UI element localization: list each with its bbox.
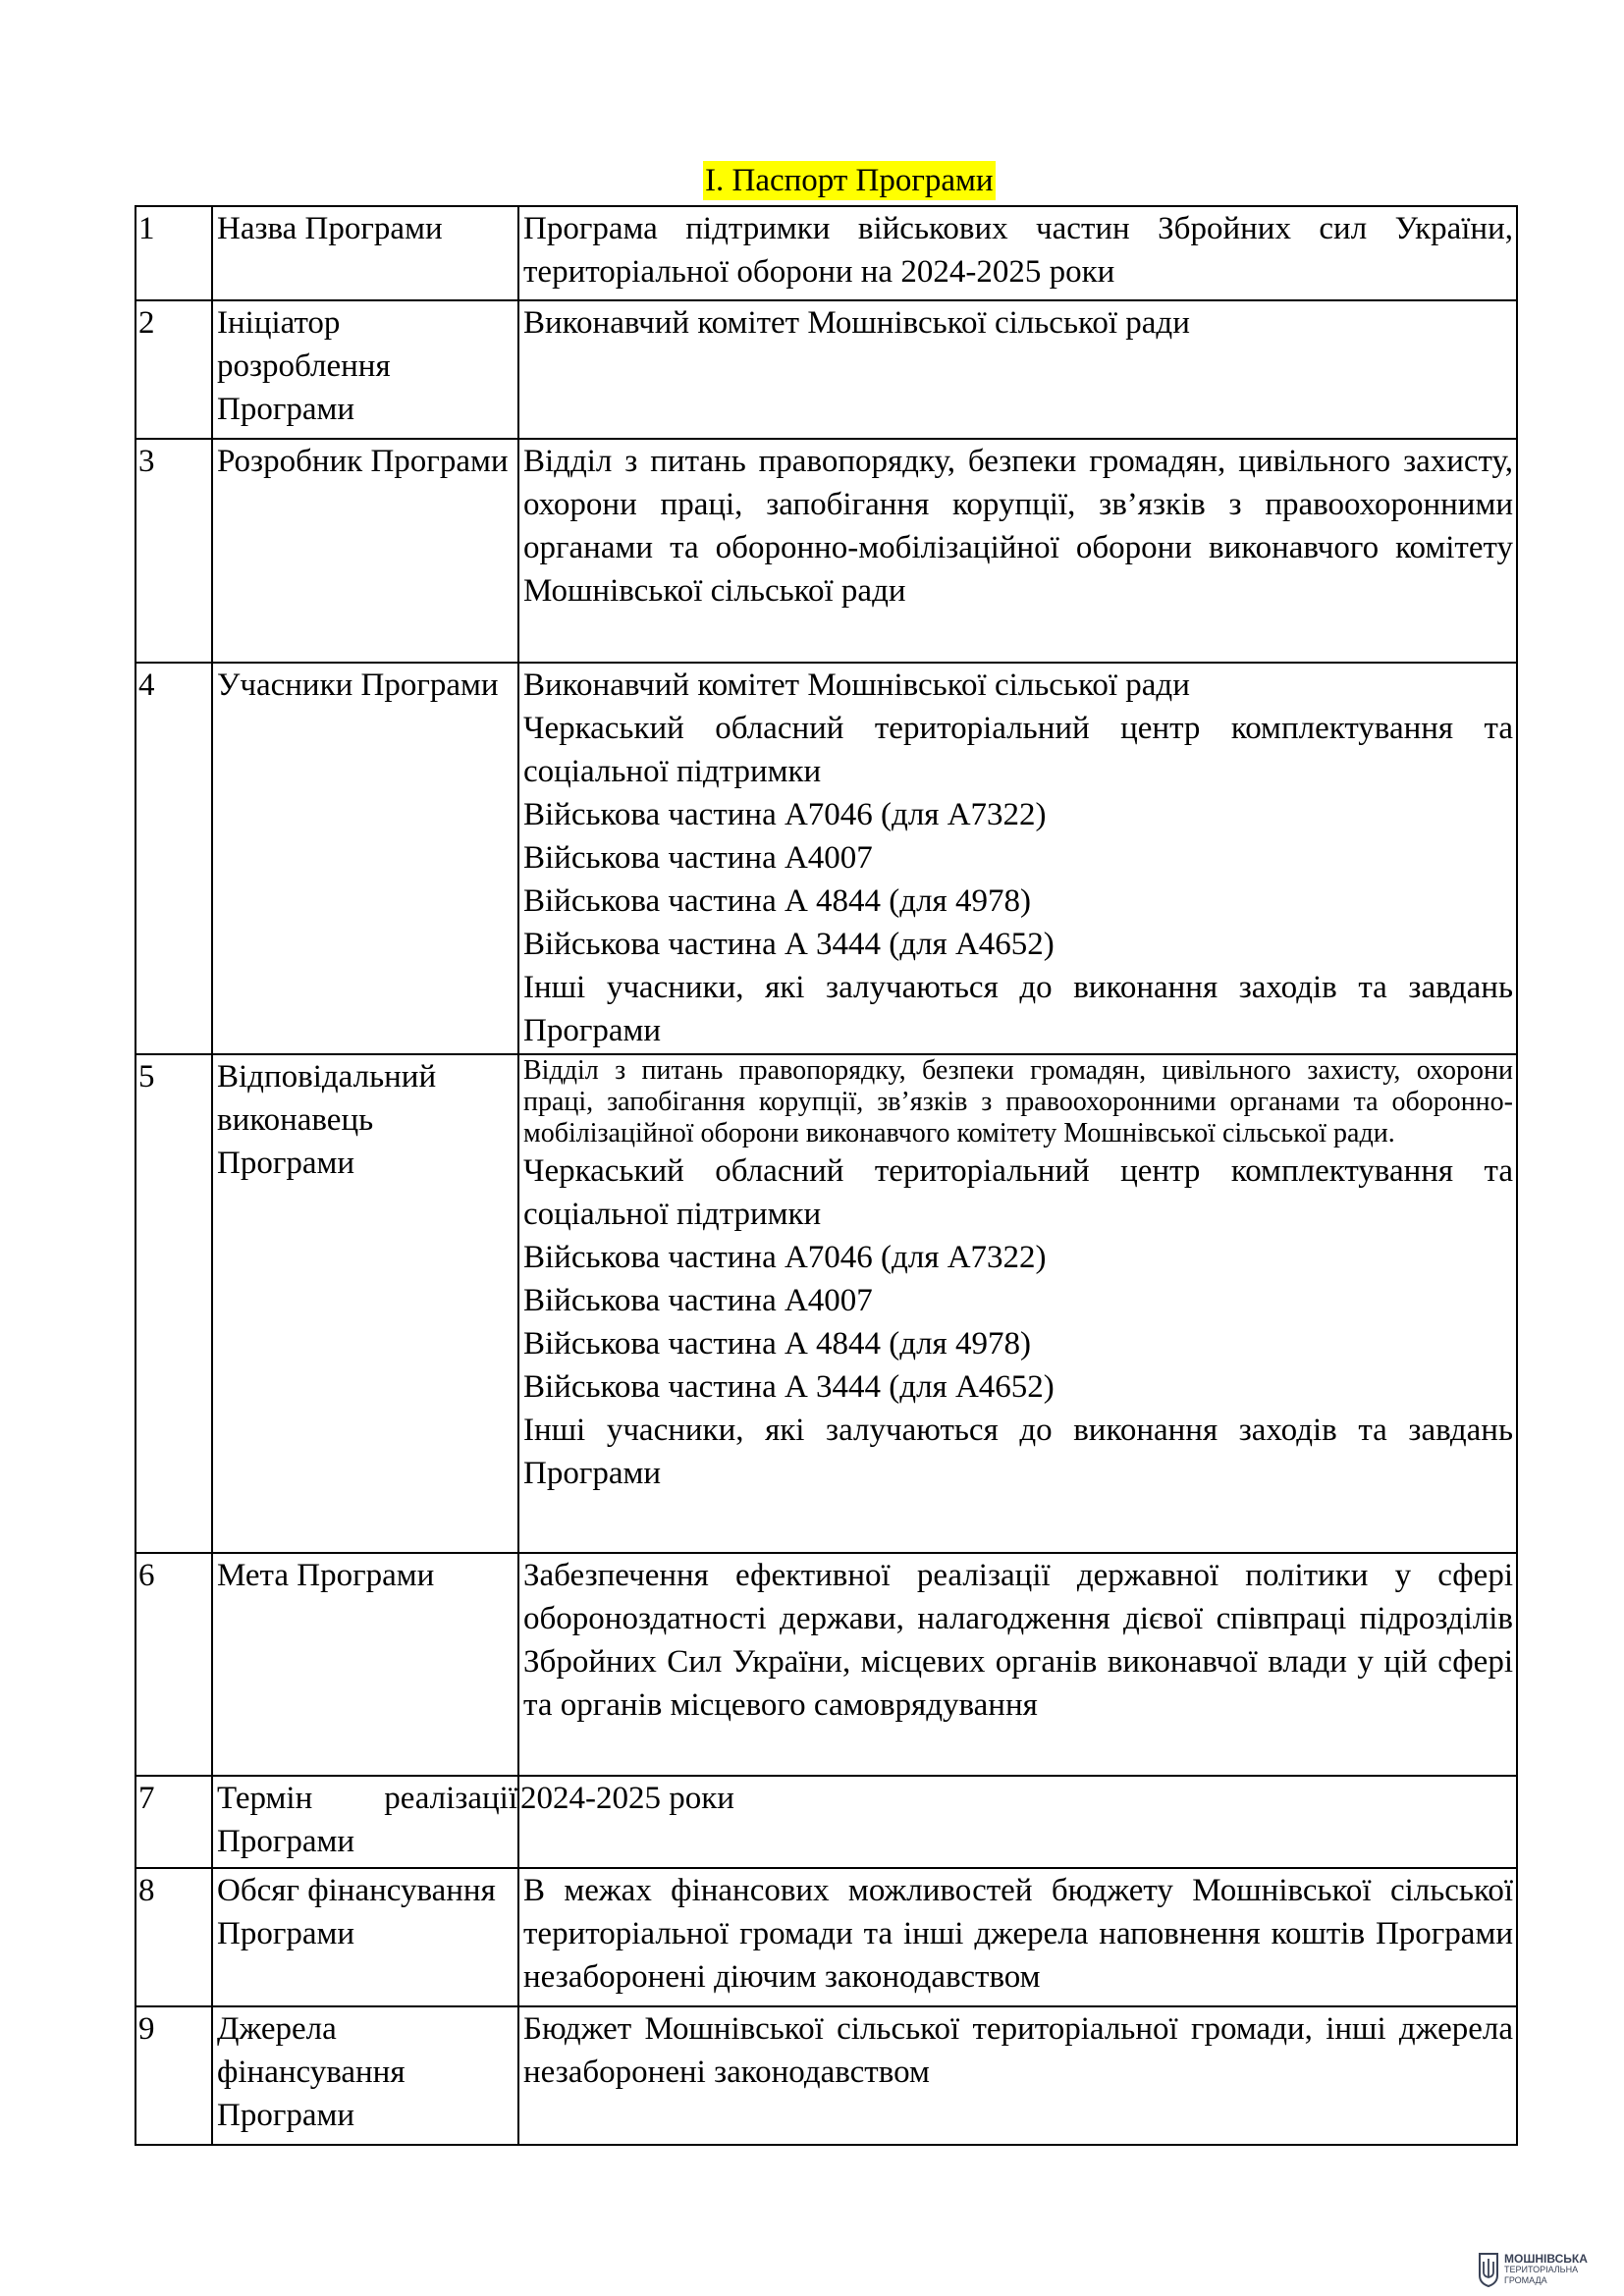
value-line: Виконавчий комітет Мошнівської сільської ради: [523, 667, 1190, 703]
table-row: [135, 439, 1517, 663]
row-number: 7: [135, 1776, 212, 1868]
row-label: Ініціатор розроблення Програми: [212, 300, 518, 439]
row-value: [518, 663, 1517, 1054]
community-logo: [1478, 2247, 1615, 2292]
row-number: 6: [135, 1553, 212, 1776]
row-value: Виконавчий комітет Мошнівської сільської ради: [518, 300, 1517, 439]
row-label-line: Термін реалізації: [217, 1781, 517, 1816]
passport-table: [135, 205, 1518, 2146]
table-row: [135, 1868, 1517, 2006]
logo-line: ТЕРИТОРІАЛЬНА: [1504, 2264, 1579, 2274]
row-label: Обсяг фінансування Програми: [212, 1868, 518, 2006]
value-line: Військова частина А 4844 (для 4978): [523, 1326, 1031, 1362]
value-line: Військова частина А7046 (для А7322): [523, 1240, 1047, 1275]
row-value: Відділ з питань правопорядку, безпеки громадян, цивільного захисту, охорони праці, запобігання корупції, зв’язків з правоохоронними органами та оборонно-мобілізаційної оборони виконавчого комітету Мошнівської сільської ради: [518, 439, 1517, 663]
row-value: 2024-2025 роки: [518, 1776, 1517, 1868]
table-row: [135, 2006, 1517, 2145]
table-row: [135, 300, 1517, 439]
row-label: Мета Програми: [212, 1553, 518, 1776]
table-row: [135, 1553, 1517, 1776]
row-label: Джерела фінансування Програми: [212, 2006, 518, 2145]
value-line: Військова частина А4007: [523, 1283, 873, 1318]
value-line: Військова частина А4007: [523, 840, 873, 876]
value-line: Військова частина А7046 (для А7322): [523, 797, 1047, 832]
page-title: I. Паспорт Програми: [705, 163, 994, 198]
value-line: Черкаський обласний територіальний центр комплектування та соціальної підтримки: [523, 1153, 1513, 1232]
logo-line: ГРОМАДА: [1504, 2274, 1547, 2285]
row-label-line: Програми: [217, 1824, 355, 1859]
row-label: Відповідальний виконавець Програми: [212, 1054, 518, 1553]
value-line: Відділ з питань правопорядку, безпеки громадян, цивільного захисту, охорони праці, запобігання корупції, зв’язків з правоохоронними органами та оборонно-мобілізаційної оборони виконавчого комітету Мошнівської сільської ради.: [523, 1055, 1513, 1148]
row-number: 3: [135, 439, 212, 663]
row-number: 1: [135, 206, 212, 300]
row-label: Учасники Програми: [212, 663, 518, 1054]
table-row: [135, 663, 1517, 1054]
row-number: 2: [135, 300, 212, 439]
value-line: Черкаський обласний територіальний центр комплектування та соціальної підтримки: [523, 711, 1513, 789]
row-value: [518, 1054, 1517, 1553]
table-row: [135, 1776, 1517, 1868]
table-row: [135, 1054, 1517, 1553]
table-row: [135, 206, 1517, 300]
row-value: Програма підтримки військових частин Збройних сил України, територіальної оборони на 2024-2025 роки: [518, 206, 1517, 300]
trident-icon: [1478, 2252, 1499, 2287]
logo-line: МОШНІВСЬКА: [1504, 2251, 1588, 2266]
row-number: 4: [135, 663, 212, 1054]
value-line: Інші учасники, які залучаються до виконання заходів та завдань Програми: [523, 1413, 1513, 1491]
row-value: В межах фінансових можливостей бюджету Мошнівської сільської територіальної громади та інші джерела наповнення коштів Програми незаборонені діючим законодавством: [518, 1868, 1517, 2006]
row-number: 5: [135, 1054, 212, 1553]
value-line: Інші учасники, які залучаються до виконання заходів та завдань Програми: [523, 970, 1513, 1048]
value-line: Військова частина А 3444 (для А4652): [523, 1369, 1055, 1405]
row-label: Назва Програми: [212, 206, 518, 300]
row-number: 8: [135, 1868, 212, 2006]
value-line: Військова частина А 4844 (для 4978): [523, 883, 1031, 919]
row-value: Бюджет Мошнівської сільської територіальної громади, інші джерела незаборонені законодавством: [518, 2006, 1517, 2145]
row-value: Забезпечення ефективної реалізації державної політики у сфері обороноздатності держави, налагодження дієвої співпраці підрозділів Збройних Сил України, місцевих органів виконавчої влади у цій сфері та органів місцевого самоврядування: [518, 1553, 1517, 1776]
row-label: [212, 1776, 518, 1868]
row-number: 9: [135, 2006, 212, 2145]
value-line: Військова частина А 3444 (для А4652): [523, 927, 1055, 962]
row-label: Розробник Програми: [212, 439, 518, 663]
